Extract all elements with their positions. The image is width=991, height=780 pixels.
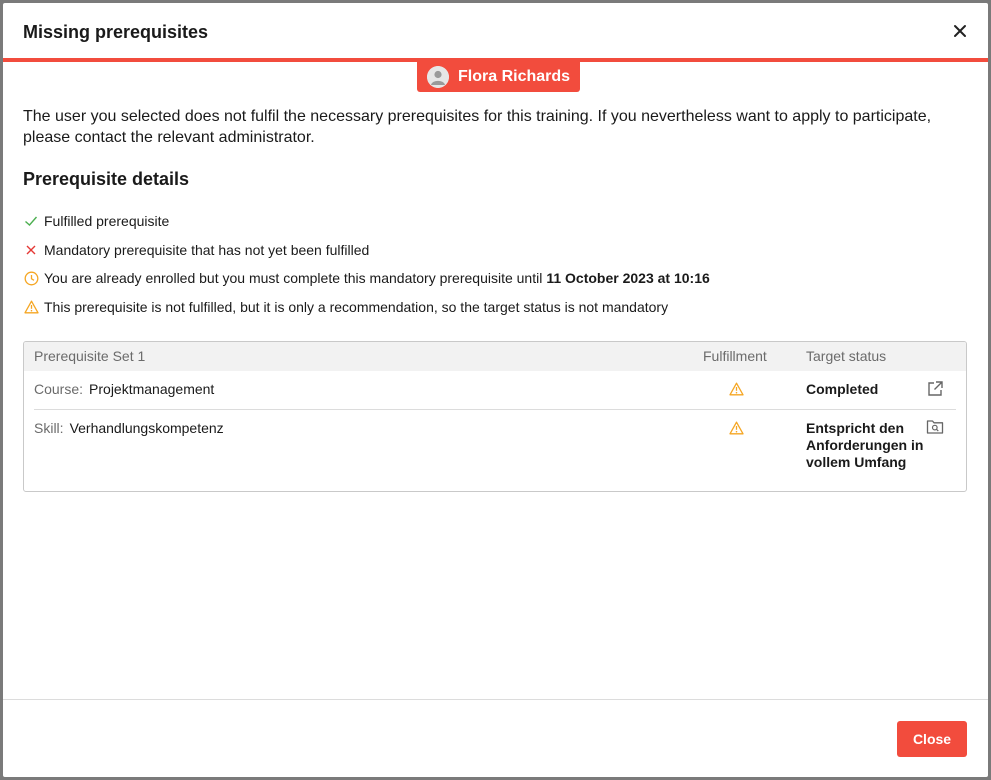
header-target-status: Target status <box>806 348 887 364</box>
legend-label: You are already enrolled but you must complete this mandatory prerequisite until <box>44 270 543 287</box>
header-prerequisite-set: Prerequisite Set 1 <box>34 348 146 364</box>
table-row <box>34 371 956 410</box>
dialog-footer <box>3 699 988 777</box>
legend <box>23 207 710 321</box>
prerequisite-table <box>23 341 967 492</box>
table-row <box>34 410 956 492</box>
enrollment-deadline: 11 October 2023 at 10:16 <box>546 270 710 287</box>
close-icon[interactable] <box>948 19 972 43</box>
row-kind: Skill: <box>34 420 64 436</box>
dialog-header <box>3 3 988 62</box>
table-header <box>24 342 966 371</box>
folder-search-icon[interactable] <box>926 419 944 438</box>
legend-item-fulfilled <box>23 207 710 236</box>
user-name: Flora Richards <box>458 68 571 85</box>
warning-icon <box>23 299 39 315</box>
intro-text: The user you selected does not fulfil the necessary prerequisites for this training. If you nevertheless want to apply to participate, please contact the relevant administrator. <box>23 108 932 146</box>
user-tag <box>417 62 580 92</box>
external-link-icon[interactable] <box>926 380 944 401</box>
dialog-title: Missing prerequisites <box>23 22 209 42</box>
row-name: Verhandlungskompetenz <box>69 420 224 436</box>
close-button[interactable]: Close <box>897 721 967 757</box>
legend-item-unfulfilled <box>23 236 710 265</box>
avatar <box>427 66 449 88</box>
row-kind: Course: <box>34 381 84 397</box>
section-title: Prerequisite details <box>23 169 190 189</box>
warning-icon <box>729 382 744 399</box>
target-status: Completed <box>806 381 879 397</box>
legend-label: Fulfilled prerequisite <box>44 213 170 230</box>
legend-label: This prerequisite is not fulfilled, but it is only a recommendation, so the target status is not mandatory <box>44 298 669 315</box>
legend-label: Mandatory prerequisite that has not yet been fulfilled <box>44 241 370 258</box>
clock-icon <box>23 270 39 286</box>
warning-icon <box>729 421 744 438</box>
prerequisites-dialog <box>3 3 988 777</box>
row-name: Projektmanagement <box>89 381 215 397</box>
header-fulfillment: Fulfillment <box>703 348 767 364</box>
legend-item-recommendation <box>23 293 710 322</box>
check-icon <box>23 213 39 229</box>
cross-icon <box>23 242 39 258</box>
target-status: Entspricht den Anforderungen in vollem Umfang <box>806 420 924 470</box>
legend-item-enrolled <box>23 264 710 293</box>
